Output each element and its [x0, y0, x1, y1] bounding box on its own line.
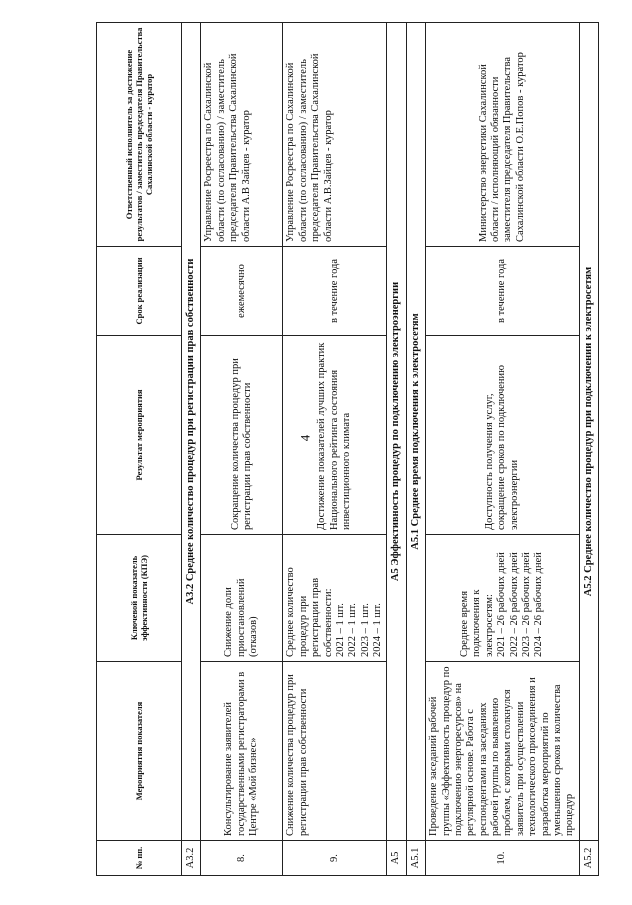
page-number: 4 [297, 434, 313, 442]
row-8-deadline: ежемесячно [201, 247, 283, 336]
row-9-kpi-2023: 2023 – 1 шт. [359, 603, 371, 657]
row-9-kpi-intro: Среднее количество процедур при регистрации прав собственности: [285, 567, 334, 657]
header-deadline: Срок реализации [97, 247, 182, 336]
row-9-kpi [283, 535, 387, 662]
table-row-9 [283, 23, 387, 876]
header-measures: Мероприятия показателя [97, 662, 182, 841]
row-10-kpi [426, 535, 580, 662]
section-row-a51 [406, 23, 425, 876]
row-10-kpi-2021: 2021 – 26 рабочих дней [496, 552, 508, 657]
section-row-a5 [387, 23, 406, 876]
header-kpi: Ключевой показатель эффективности (КПЭ) [97, 535, 182, 662]
section-code-a52: А5.2 [579, 841, 598, 876]
row-8-responsible: Управление Росреестра по Сахалинской области (по согласованию) / заместитель председателя Правительства Сахалинской области А.В Зайцев - куратор [201, 23, 283, 247]
row-10-responsible: Министерство энергетики Сахалинской области / исполняющий обязанности заместителя председателя Правительства Сахалинской области О.Е.Попов - куратор [426, 23, 580, 247]
row-10-num: 10. [426, 841, 580, 876]
row-10-kpi-2024: 2024 – 26 рабочих дней [533, 552, 545, 657]
section-code-a5: А5 [387, 841, 406, 876]
row-9-deadline: в течение года [283, 247, 387, 336]
table-row-10 [426, 23, 580, 876]
row-9-responsible: Управление Росреестра по Сахалинской области (по согласованию) / заместитель председателя Правительства Сахалинской области А.В.Зайцев - куратор [283, 23, 387, 247]
section-title-a5: А5 Эффективность процедур по подключению электроэнергии [387, 23, 406, 841]
row-9-result: Достижение показателей лучших практик Национального рейтинга состояния инвестиционного климата [283, 336, 387, 535]
row-10-kpi-2023: 2023 – 26 рабочих дней [520, 552, 532, 657]
header-responsible: Ответственный исполнитель за достижение результатов / заместитель председателя Правительства Сахалинской области - куратор [97, 23, 182, 247]
row-8-num: 8. [201, 841, 283, 876]
row-10-kpi-2022: 2022 – 26 рабочих дней [508, 552, 520, 657]
section-title-a52: А5.2 Среднее количество процедур при подключении к электросетям [579, 23, 598, 841]
table-header-row [97, 23, 182, 876]
row-8-kpi: Снижение доли приостановлений (отказов) [201, 535, 283, 662]
rotated-table-container [96, 27, 594, 876]
row-10-result: Доступность получения услуг, сокращение сроков по подключению электроэнергии [426, 336, 580, 535]
row-9-measure: Снижение количества процедур при регистрации прав собственности [283, 662, 387, 841]
row-10-kpi-intro: Среднее время подключения к электросетям: [459, 589, 495, 657]
row-8-measure: Консультирование заявителей государственными регистраторами в Центре «Мой бизнес» [201, 662, 283, 841]
row-10-deadline: в течение года [426, 247, 580, 336]
row-10-measure: Проведение заседаний рабочей группы «Эффективность процедур по подключению энергоресурсов» на регулярной основе. Работа с респондентами на заседаниях рабочей группы по выявлению проблем, с которыми столкнулся заявитель при осуществлении технологического присоединения и разработка мероприятий по уменьшению сроков и количества процедур [426, 662, 580, 841]
header-result: Результат мероприятия [97, 336, 182, 535]
header-num: № пп. [97, 841, 182, 876]
section-row-a52 [579, 23, 598, 876]
row-9-num: 9. [283, 841, 387, 876]
measures-table [96, 22, 599, 876]
section-code-a32: А3.2 [182, 841, 201, 876]
section-title-a32: А3.2 Среднее количество процедур при регистрации прав собственности [182, 23, 201, 841]
row-9-kpi-2021: 2021 – 1 шт. [334, 603, 346, 657]
row-9-kpi-2022: 2022 – 1 шт. [347, 603, 359, 657]
table-row-8 [201, 23, 283, 876]
section-row-a32 [182, 23, 201, 876]
row-9-kpi-2024: 2024 – 1 шт. [372, 603, 383, 657]
section-title-a51: А5.1 Среднее время подключения к электросетям [406, 23, 425, 841]
row-8-result: Сокращение количества процедур при регистрации прав собственности [201, 336, 283, 535]
section-code-a51: А5.1 [406, 841, 425, 876]
